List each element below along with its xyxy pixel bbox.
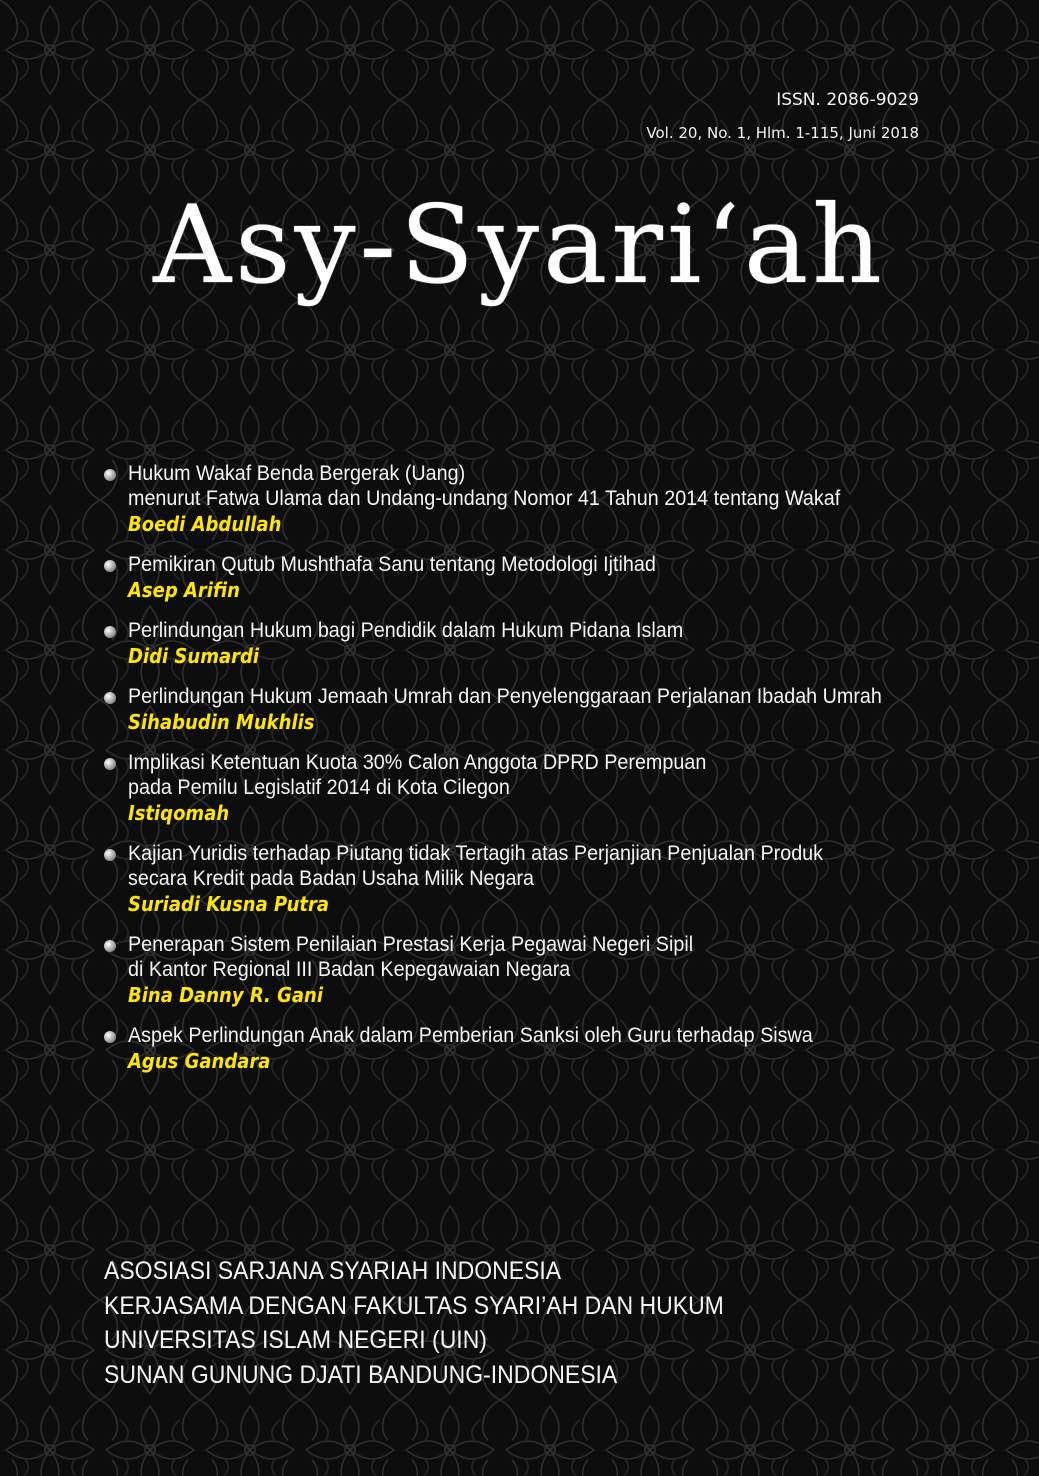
article-item [104, 841, 984, 917]
bullet-icon [104, 626, 116, 638]
publication-meta [646, 88, 919, 144]
article-title: Implikasi Ketentuan Kuota 30% Calon Anggota DPRD Perempuan pada Pemilu Legislatif 2014 di Kota Cilegon [128, 751, 707, 799]
article-author: Suriadi Kusna Putra [128, 892, 330, 916]
article-author: Didi Sumardi [128, 644, 260, 668]
bullet-icon [104, 940, 116, 952]
publisher-footer [104, 1254, 778, 1392]
article-title: Pemikiran Qutub Mushthafa Sanu tentang Metodologi Ijtihad [128, 553, 656, 576]
article-title: Hukum Wakaf Benda Bergerak (Uang) menurut Fatwa Ulama dan Undang-undang Nomor 41 Tahun 2014 tentang Wakaf [128, 462, 841, 510]
publisher-line: UNIVERSITAS ISLAM NEGERI (UIN) [104, 1326, 487, 1354]
article-author: Boedi Abdullah [128, 512, 282, 536]
article-title: Aspek Perlindungan Anak dalam Pemberian Sanksi oleh Guru terhadap Siswa [128, 1024, 813, 1047]
issn-label: ISSN. 2086-9029 [776, 90, 919, 110]
article-author: Bina Danny R. Gani [128, 983, 324, 1007]
article-author: Agus Gandara [128, 1049, 271, 1073]
volume-label: Vol. 20, No. 1, Hlm. 1-115, Juni 2018 [646, 124, 919, 142]
article-author: Sihabudin Mukhlis [128, 710, 315, 734]
bullet-icon [104, 560, 116, 572]
article-title: Kajian Yuridis terhadap Piutang tidak Tertagih atas Perjanjian Penjualan Produk secara Kredit pada Badan Usaha Milik Negara [128, 842, 824, 890]
bullet-icon [104, 692, 116, 704]
article-author: Istiqomah [128, 801, 230, 825]
article-item [104, 932, 984, 1008]
journal-title: Asy-Syari‘ah [153, 183, 886, 308]
article-title: Perlindungan Hukum Jemaah Umrah dan Penyelenggaraan Perjalanan Ibadah Umrah [128, 685, 882, 708]
article-list [104, 461, 984, 1089]
bullet-icon [104, 758, 116, 770]
bullet-icon [104, 1031, 116, 1043]
article-item [104, 1023, 984, 1074]
publisher-line: KERJASAMA DENGAN FAKULTAS SYARI’AH DAN HUKUM [104, 1291, 724, 1320]
bullet-icon [104, 849, 116, 861]
article-item [104, 618, 984, 669]
article-item [104, 750, 984, 826]
article-title: Perlindungan Hukum bagi Pendidik dalam Hukum Pidana Islam [128, 619, 684, 642]
article-item [104, 461, 984, 537]
publisher-line: ASOSIASI SARJANA SYARIAH INDONESIA [104, 1257, 562, 1285]
publisher-line: SUNAN GUNUNG DJATI BANDUNG-INDONESIA [104, 1360, 618, 1389]
bullet-icon [104, 469, 116, 481]
article-item [104, 552, 984, 603]
article-author: Asep Arifin [128, 578, 240, 602]
article-title: Penerapan Sistem Penilaian Prestasi Kerja Pegawai Negeri Sipil di Kantor Regional III Badan Kepegawaian Negara [128, 933, 694, 981]
article-item [104, 684, 984, 735]
